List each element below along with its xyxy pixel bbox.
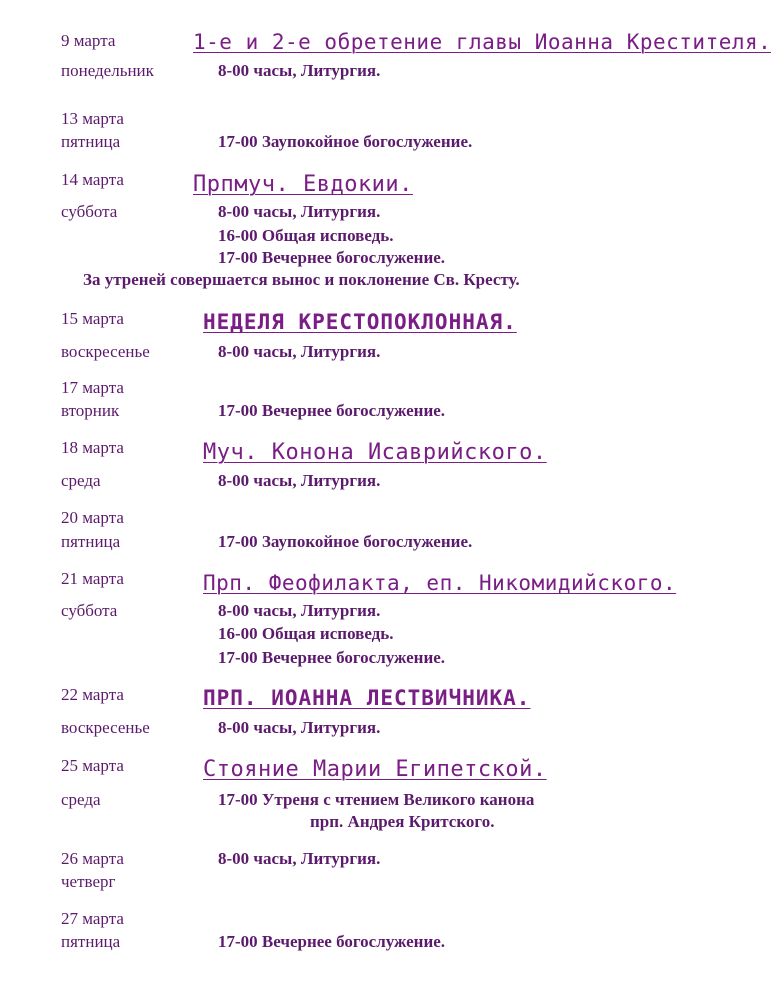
entry-weekday: суббота bbox=[61, 202, 118, 221]
entry-date: 27 марта bbox=[61, 909, 124, 928]
entry-weekday: понедельник bbox=[61, 61, 154, 80]
service-line: прп. Андрея Критского. bbox=[310, 812, 495, 831]
service-line: 8-00 часы, Литургия. bbox=[218, 601, 381, 620]
service-line: 8-00 часы, Литургия. bbox=[218, 471, 381, 490]
entry-date: 14 марта bbox=[61, 170, 124, 189]
feast-title: Прпмуч. Евдокии. bbox=[193, 172, 413, 197]
entry-weekday: среда bbox=[61, 471, 101, 490]
service-line: 16-00 Общая исповедь. bbox=[218, 624, 394, 643]
service-line: 8-00 часы, Литургия. bbox=[218, 61, 381, 80]
entry-weekday: четверг bbox=[61, 872, 116, 891]
entry-weekday: воскресенье bbox=[61, 718, 150, 737]
service-line: 8-00 часы, Литургия. bbox=[218, 202, 381, 221]
service-line: 17-00 Вечернее богослужение. bbox=[218, 401, 446, 420]
entry-date: 20 марта bbox=[61, 508, 124, 527]
service-line: 17-00 Заупокойное богослужение. bbox=[218, 532, 473, 551]
entry-weekday: пятница bbox=[61, 532, 121, 551]
service-line: 17-00 Вечернее богослужение. bbox=[218, 248, 446, 267]
entry-date: 17 марта bbox=[61, 378, 124, 397]
note-text: За утреней совершается вынос и поклонение Св. Кресту. bbox=[83, 270, 520, 289]
entry-date: 26 марта bbox=[61, 849, 124, 868]
entry-weekday: вторник bbox=[61, 401, 120, 420]
service-line: 17-00 Вечернее богослужение. bbox=[218, 932, 446, 951]
service-line: 17-00 Вечернее богослужение. bbox=[218, 648, 446, 667]
entry-weekday: пятница bbox=[61, 932, 121, 951]
service-line: 8-00 часы, Литургия. bbox=[218, 849, 381, 868]
service-line: 8-00 часы, Литургия. bbox=[218, 718, 381, 737]
feast-title: 1-е и 2-е обретение главы Иоанна Крестителя. bbox=[193, 30, 771, 54]
entry-date: 15 марта bbox=[61, 309, 124, 328]
entry-date: 9 марта bbox=[61, 31, 116, 50]
entry-date: 22 марта bbox=[61, 685, 124, 704]
feast-title: Муч. Конона Исаврийского. bbox=[203, 440, 547, 465]
feast-title: НЕДЕЛЯ КРЕСТОПОКЛОННАЯ. bbox=[203, 310, 517, 334]
entry-weekday: среда bbox=[61, 790, 101, 809]
service-line: 16-00 Общая исповедь. bbox=[218, 226, 394, 245]
service-line: 8-00 часы, Литургия. bbox=[218, 342, 381, 361]
service-line: 17-00 Утреня с чтением Великого канона bbox=[218, 790, 535, 809]
entry-date: 13 марта bbox=[61, 109, 124, 128]
feast-title: Стояние Марии Египетской. bbox=[203, 757, 547, 782]
feast-title: ПРП. ИОАННА ЛЕСТВИЧНИКА. bbox=[203, 686, 531, 710]
entry-weekday: суббота bbox=[61, 601, 118, 620]
entry-date: 21 марта bbox=[61, 569, 124, 588]
entry-date: 18 марта bbox=[61, 438, 124, 457]
service-line: 17-00 Заупокойное богослужение. bbox=[218, 132, 473, 151]
feast-title: Прп. Феофилакта, еп. Никомидийского. bbox=[203, 571, 677, 595]
entry-weekday: пятница bbox=[61, 132, 121, 151]
entry-date: 25 марта bbox=[61, 756, 124, 775]
entry-weekday: воскресенье bbox=[61, 342, 150, 361]
